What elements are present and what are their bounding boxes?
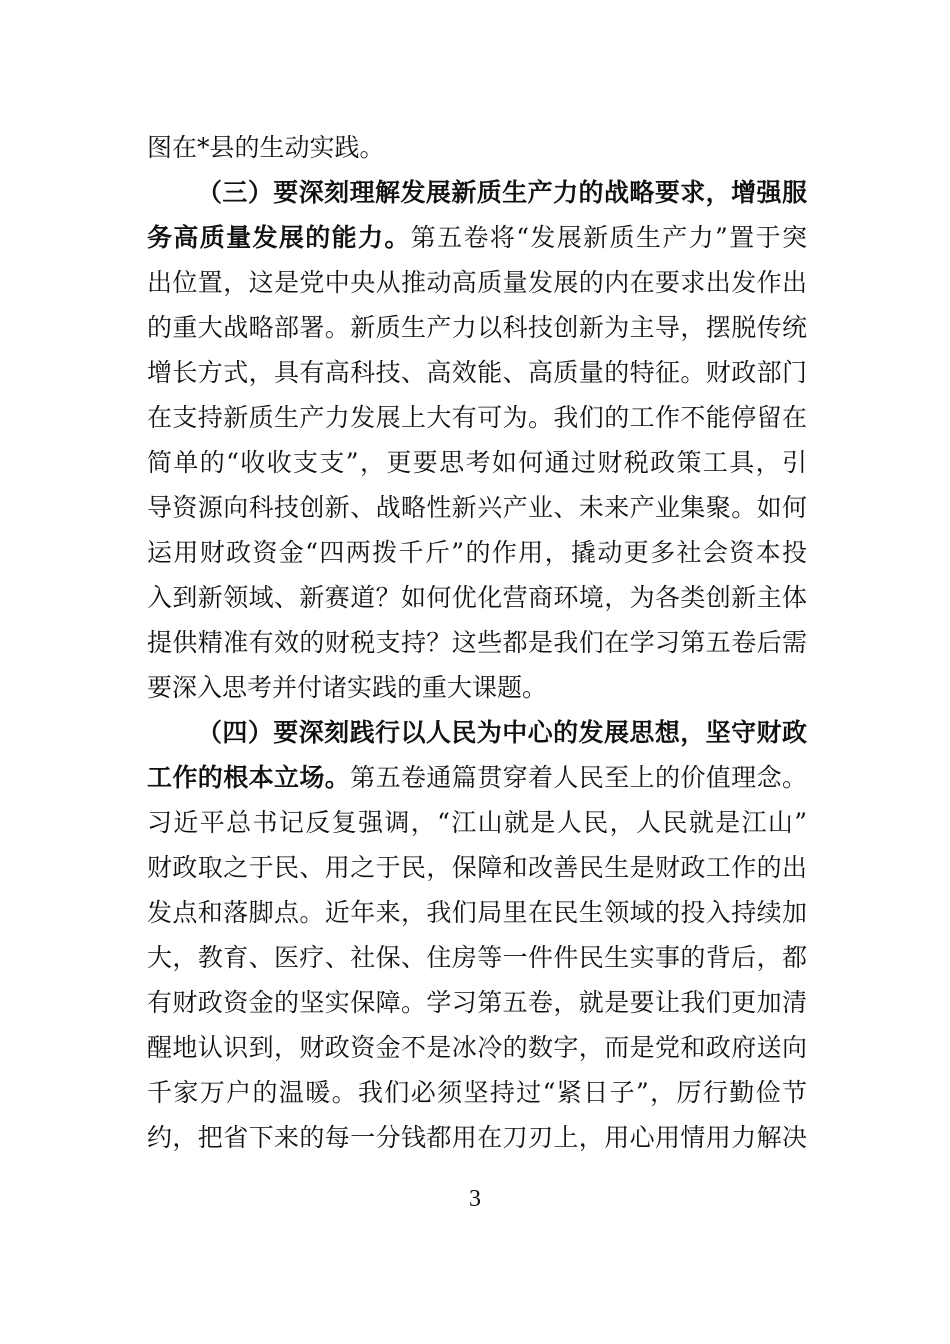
- text-line: [147, 620, 807, 665]
- text-line: [147, 260, 807, 305]
- text-line: [147, 575, 807, 620]
- body-text: 运用财政资金“四两拨千斤”的作用，撬动更多社会资本投: [147, 538, 807, 567]
- text-line: [147, 1070, 807, 1115]
- body-text: 导资源向科技创新、战略性新兴产业、未来产业集聚。如何: [147, 493, 807, 522]
- text-line: [147, 125, 807, 170]
- text-line: [147, 350, 807, 395]
- body-text: 简单的“收收支支”，更要思考如何通过财税政策工具，引: [147, 448, 807, 477]
- section-heading-3: （三）要深刻理解发展新质生产力的战略要求，增强服: [197, 178, 807, 207]
- body-text: 入到新领域、新赛道？如何优化营商环境，为各类创新主体: [147, 583, 807, 612]
- text-line: [147, 935, 807, 980]
- body-text: 图在*县的生动实践。: [147, 133, 385, 162]
- body-text: 提供精准有效的财税支持？这些都是我们在学习第五卷后需: [147, 628, 807, 657]
- text-line: [147, 530, 807, 575]
- body-text: 增长方式，具有高科技、高效能、高质量的特征。财政部门: [147, 358, 807, 387]
- text-line: [147, 845, 807, 890]
- section-heading-line: [147, 170, 807, 215]
- body-text: 第五卷将“发展新质生产力”置于突: [410, 223, 807, 252]
- body-text: 习近平总书记反复强调，“江山就是人民，人民就是江山”: [147, 808, 807, 837]
- section-heading-line: [147, 710, 807, 755]
- body-text: 有财政资金的坚实保障。学习第五卷，就是要让我们更加清: [147, 988, 807, 1017]
- body-text: 醒地认识到，财政资金不是冰冷的数字，而是党和政府送向: [147, 1033, 807, 1062]
- text-line: [147, 890, 807, 935]
- body-text: 第五卷通篇贯穿着人民至上的价值理念。: [350, 763, 807, 792]
- body-text: 的重大战略部署。新质生产力以科技创新为主导，摆脱传统: [147, 313, 807, 342]
- document-body: [147, 125, 807, 1160]
- section-heading-4: （四）要深刻践行以人民为中心的发展思想，坚守财政: [197, 718, 807, 747]
- section-heading-3-cont: 务高质量发展的能力。: [147, 223, 411, 252]
- text-line: [147, 800, 807, 845]
- text-line: [147, 395, 807, 440]
- body-text: 财政取之于民、用之于民，保障和改善民生是财政工作的出: [147, 853, 807, 882]
- body-text: 在支持新质生产力发展上大有可为。我们的工作不能停留在: [147, 403, 807, 432]
- body-text: 千家万户的温暖。我们必须坚持过“紧日子”，厉行勤俭节: [147, 1078, 807, 1107]
- body-text: 要深入思考并付诸实践的重大课题。: [147, 673, 548, 702]
- body-text: 大，教育、医疗、社保、住房等一件件民生实事的背后，都: [147, 943, 807, 972]
- text-line: [147, 1025, 807, 1070]
- text-line: [147, 440, 807, 485]
- section-heading-4-cont: 工作的根本立场。: [147, 763, 351, 792]
- text-line: [147, 980, 807, 1025]
- body-text: 约，把省下来的每一分钱都用在刀刃上，用心用情用力解决: [147, 1123, 807, 1152]
- body-text: 发点和落脚点。近年来，我们局里在民生领域的投入持续加: [147, 898, 807, 927]
- body-text: 出位置，这是党中央从推动高质量发展的内在要求出发作出: [147, 268, 807, 297]
- text-line: [147, 665, 807, 710]
- text-line: [147, 755, 807, 800]
- text-line: [147, 305, 807, 350]
- page-number: 3: [469, 1186, 481, 1212]
- text-line: [147, 215, 807, 260]
- text-line: [147, 485, 807, 530]
- text-line: [147, 1115, 807, 1160]
